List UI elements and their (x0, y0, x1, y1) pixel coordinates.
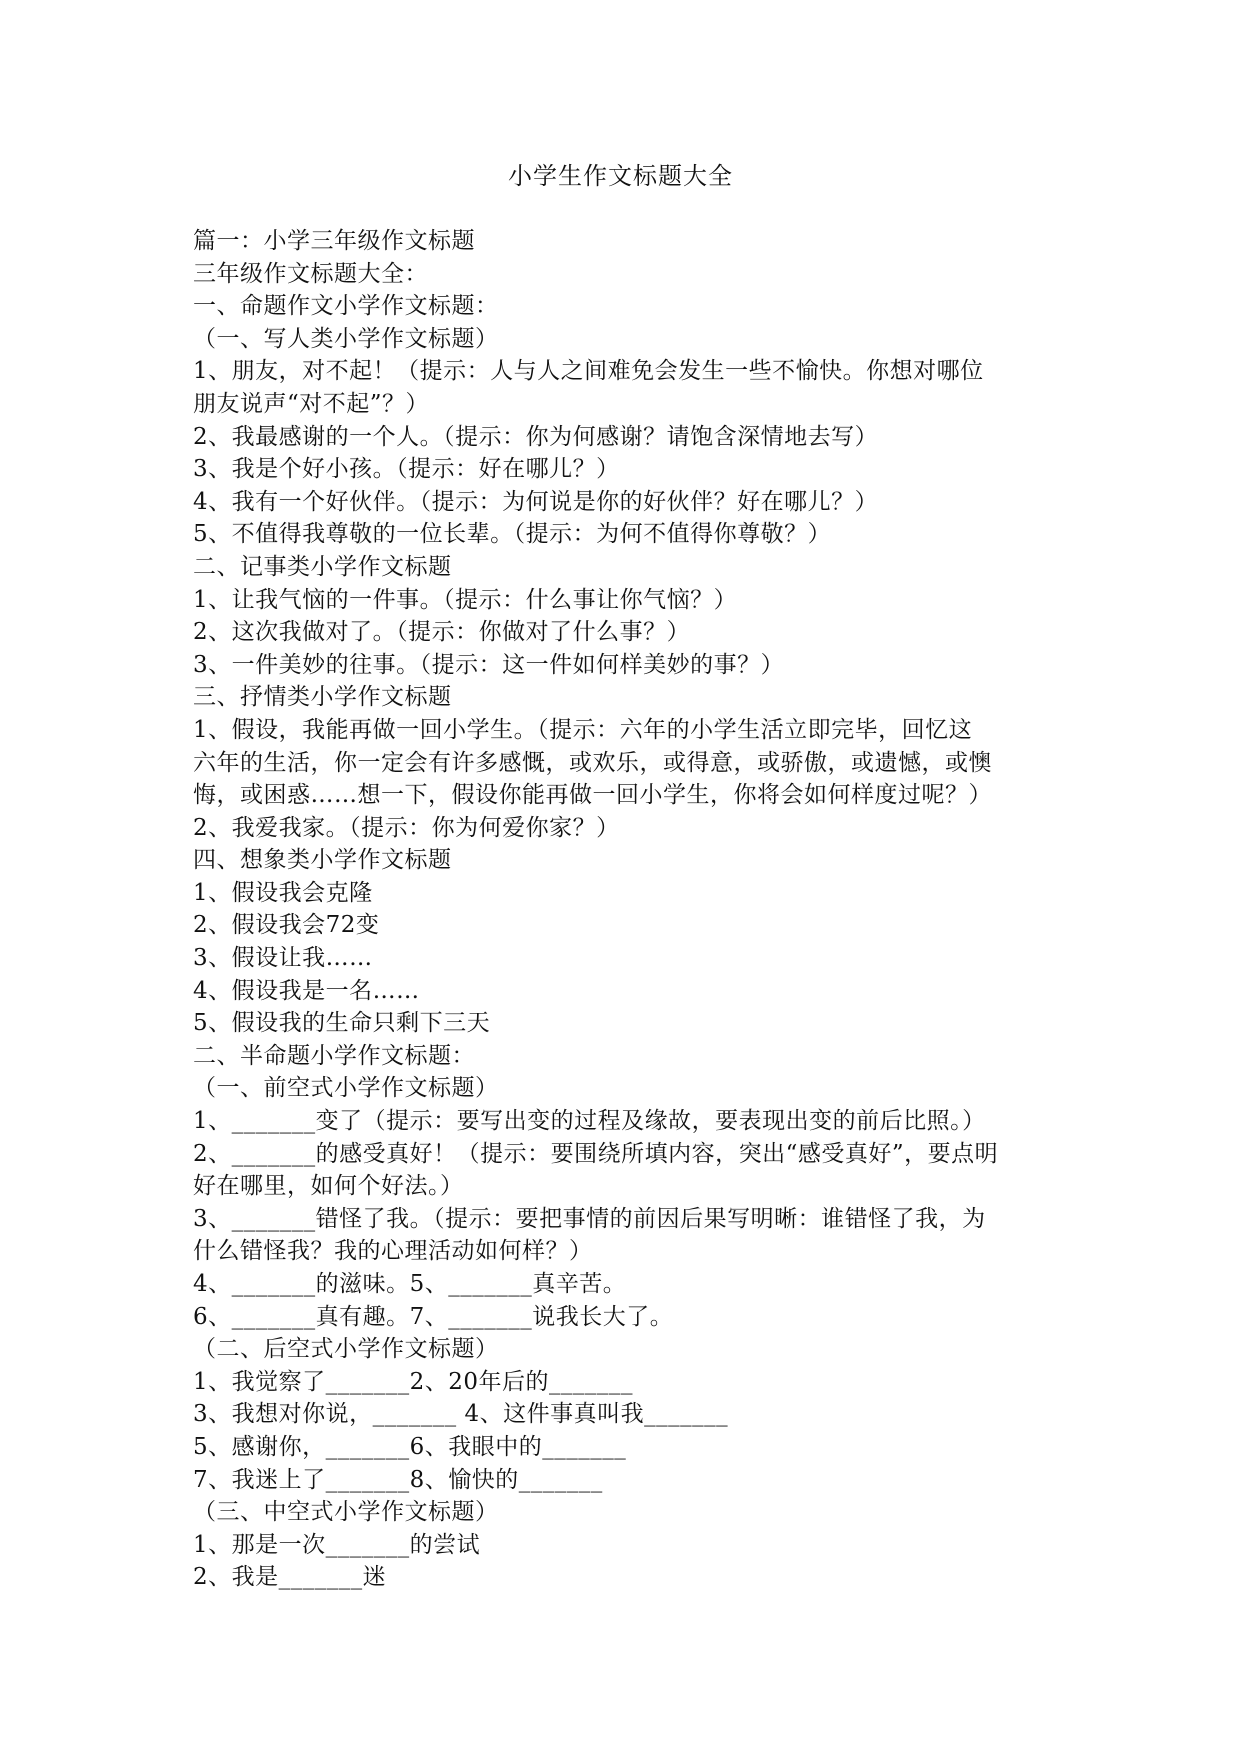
text-line: 5、假设我的生命只剩下三天 (193, 1010, 491, 1037)
text-line: 1、假设我会克隆 (193, 879, 373, 906)
text-line: 2、_______的感受真好！（提示：要围绕所填内容，突出“感受真好”，要点明 (193, 1140, 999, 1167)
text-line: 5、不值得我尊敬的一位长辈。（提示：为何不值得你尊敬？） (193, 521, 832, 548)
text-line: 3、_______错怪了我。（提示：要把事情的前因后果写明晰：谁错怪了我，为 (193, 1205, 986, 1232)
text-line: 1、让我气恼的一件事。（提示：什么事让你气恼？） (193, 586, 738, 613)
text-line: 2、我最感谢的一个人。（提示：你为何感谢？请饱含深情地去写） (193, 423, 879, 450)
text-line: 一、命题作文小学作文标题： (193, 293, 499, 320)
text-line: 2、这次我做对了。（提示：你做对了什么事？） (193, 619, 691, 646)
text-line: （三、中空式小学作文标题） (193, 1499, 499, 1526)
text-line: 3、我想对你说，_______ 4、这件事真叫我_______ (193, 1401, 729, 1428)
text-line: 三、抒情类小学作文标题 (193, 684, 452, 711)
text-line: 悔，或困惑……想一下，假设你能再做一回小学生，你将会如何样度过呢？） (193, 782, 992, 809)
text-line: 1、朋友，对不起！（提示：人与人之间难免会发生一些不愉快。你想对哪位 (193, 358, 984, 385)
text-line: （一、前空式小学作文标题） (193, 1075, 499, 1102)
text-line: 朋友说声“对不起”？） (193, 390, 430, 417)
text-line: 4、_______的滋味。5、_______真辛苦。 (193, 1271, 627, 1297)
document-body (193, 225, 1053, 1594)
text-line: 二、半命题小学作文标题： (193, 1042, 475, 1069)
text-line: 3、假设让我…… (193, 945, 373, 972)
text-line: 好在哪里，如何个好法。） (193, 1173, 464, 1200)
text-line: （一、写人类小学作文标题） (193, 325, 499, 352)
text-line: 篇一：小学三年级作文标题 (193, 228, 475, 254)
text-line: 1、我觉察了_______2、20年后的_______ (193, 1368, 634, 1395)
document-title: 小学生作文标题大全 (508, 162, 733, 190)
text-line: 4、假设我是一名…… (193, 977, 420, 1004)
text-line: 5、感谢你，_______6、我眼中的_______ (193, 1433, 627, 1460)
text-line: 3、一件美妙的往事。（提示：这一件如何样美妙的事？） (193, 651, 785, 678)
text-line: 2、我是_______迷 (193, 1564, 387, 1591)
text-line: 1、假设，我能再做一回小学生。（提示：六年的小学生活立即完毕，回忆这 (193, 716, 973, 743)
text-line: （二、后空式小学作文标题） (193, 1336, 499, 1363)
text-line: 二、记事类小学作文标题 (193, 553, 452, 580)
text-line: 四、想象类小学作文标题 (193, 847, 452, 874)
text-line: 4、我有一个好伙伴。（提示：为何说是你的好伙伴？好在哪儿？） (193, 488, 879, 515)
text-line: 6、_______真有趣。7、_______说我长大了。 (193, 1303, 674, 1330)
text-line: 7、我迷上了_______8、愉快的_______ (193, 1466, 603, 1493)
text-line: 2、假设我会72变 (193, 912, 380, 939)
text-line: 2、我爱我家。（提示：你为何爱你家？） (193, 814, 620, 841)
text-line: 3、我是个好小孩。（提示：好在哪儿？） (193, 456, 620, 483)
text-line: 1、_______变了（提示：要写出变的过程及缘故，要表现出变的前后比照。） (193, 1108, 986, 1135)
text-line: 三年级作文标题大全： (193, 260, 428, 287)
text-line: 1、那是一次_______的尝试 (193, 1531, 481, 1558)
text-line: 什么错怪我？我的心理活动如何样？） (193, 1238, 593, 1265)
text-line: 六年的生活，你一定会有许多感慨，或欢乐，或得意，或骄傲，或遗憾，或懊 (193, 749, 992, 776)
